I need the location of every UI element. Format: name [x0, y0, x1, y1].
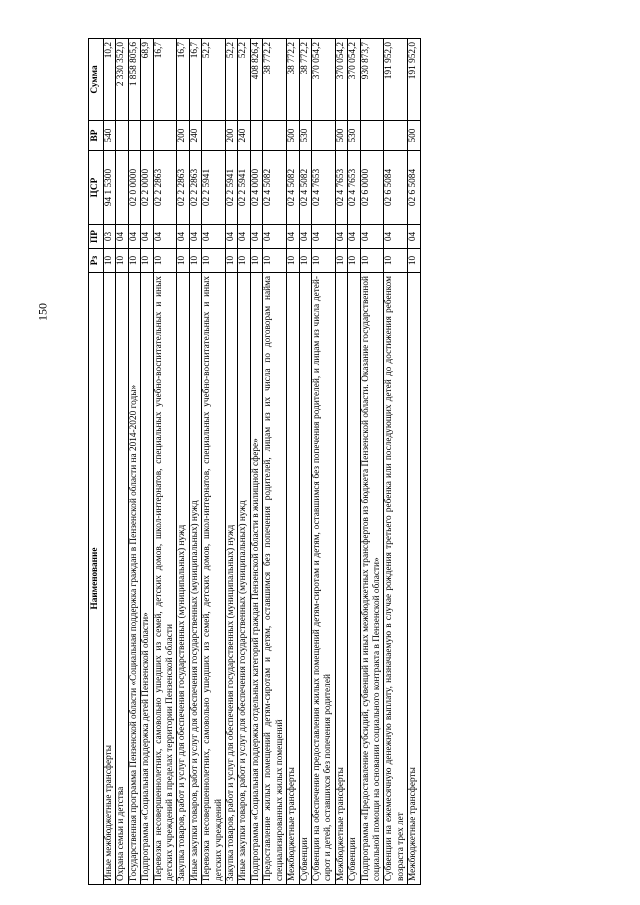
cell-pr: 04: [408, 225, 420, 249]
cell-pr: 04: [189, 225, 201, 249]
cell-csr: [116, 151, 128, 225]
cell-csr: 02 2 5941: [226, 151, 238, 225]
cell-pr: 04: [202, 225, 226, 249]
cell-rz: 10: [311, 249, 335, 273]
cell-sum: 52,2: [226, 39, 238, 121]
table-row: [238, 39, 250, 885]
cell-sum: 16,7: [153, 39, 177, 121]
cell-csr: 02 4 7653: [335, 151, 347, 225]
cell-pr: 04: [311, 225, 335, 249]
cell-sum: 191 952,0: [384, 39, 408, 121]
cell-rz: 10: [153, 249, 177, 273]
cell-rz: 10: [104, 249, 116, 273]
cell-rz: 10: [226, 249, 238, 273]
table-header-row: [89, 39, 104, 885]
table-row: [360, 39, 384, 885]
cell-vr: 240: [189, 121, 201, 151]
cell-pr: 04: [263, 225, 287, 249]
cell-sum: 370 054,2: [311, 39, 335, 121]
header-name: Наименование: [89, 273, 104, 885]
cell-rz: 10: [116, 249, 128, 273]
table-row: [177, 39, 189, 885]
cell-pr: 04: [226, 225, 238, 249]
cell-vr: 200: [177, 121, 189, 151]
cell-csr: 02 0 0000: [128, 151, 140, 225]
cell-vr: 500: [335, 121, 347, 151]
cell-pr: 04: [360, 225, 384, 249]
cell-csr: 02 2 5941: [238, 151, 250, 225]
cell-name: Субвенции на ежемесячную денежную выплату, назначаемую в случае рождения третьего ребенка или последующих детей до достижения ребенком возраста трех лет: [384, 273, 408, 885]
cell-vr: [128, 121, 140, 151]
cell-pr: 04: [348, 225, 360, 249]
cell-csr: 02 6 5084: [408, 151, 420, 225]
cell-name: Подпрограмма «Предоставление субсидий, субвенций и иных межбюджетных трансфертов из бюджета Пензенской области. Оказание государственной социальной помощи на основании социального контракта в Пензенской области»: [360, 273, 384, 885]
cell-name: Межбюджетные трансферты: [287, 273, 299, 885]
cell-vr: [153, 121, 177, 151]
cell-vr: 200: [226, 121, 238, 151]
table-row: [287, 39, 299, 885]
cell-csr: 02 4 0000: [250, 151, 262, 225]
cell-vr: 500: [287, 121, 299, 151]
cell-name: Государственная программа Пензенской области «Социальная поддержка граждан в Пензенской области на 2014-2020 годы»: [128, 273, 140, 885]
table-row: [153, 39, 177, 885]
table-row: [189, 39, 201, 885]
cell-rz: 10: [189, 249, 201, 273]
header-sum: Сумма: [89, 39, 104, 121]
cell-rz: 10: [141, 249, 153, 273]
cell-name: Субвенции на обеспечение предоставления жилых помещений детям-сиротам и детям, оставшимся без попечения родителей, и лицам из числа детей-сирот и детей, оставшихся без попечения родителей: [311, 273, 335, 885]
cell-vr: [263, 121, 287, 151]
cell-vr: 500: [408, 121, 420, 151]
rotated-table-container: [88, 39, 578, 885]
table-row: [128, 39, 140, 885]
cell-rz: 10: [202, 249, 226, 273]
cell-pr: 04: [153, 225, 177, 249]
cell-vr: 540: [104, 121, 116, 151]
table-row: [250, 39, 262, 885]
cell-pr: 04: [250, 225, 262, 249]
cell-pr: 04: [299, 225, 311, 249]
cell-name: Подпрограмма «Социальная поддержка детей Пензенской области»: [141, 273, 153, 885]
cell-rz: 10: [128, 249, 140, 273]
cell-sum: 38 772,2: [287, 39, 299, 121]
table-row: [202, 39, 226, 885]
cell-vr: [311, 121, 335, 151]
cell-sum: 38 772,2: [299, 39, 311, 121]
cell-sum: 370 054,2: [335, 39, 347, 121]
cell-rz: 10: [177, 249, 189, 273]
cell-vr: [141, 121, 153, 151]
cell-vr: [360, 121, 384, 151]
cell-rz: 10: [348, 249, 360, 273]
cell-sum: 370 054,2: [348, 39, 360, 121]
cell-pr: 04: [128, 225, 140, 249]
table-row: [348, 39, 360, 885]
cell-sum: 930 873,7: [360, 39, 384, 121]
cell-csr: 02 2 2863: [153, 151, 177, 225]
table-row: [141, 39, 153, 885]
cell-name: Иные закупки товаров, работ и услуг для обеспечения государственных (муниципальных) нужд: [189, 273, 201, 885]
cell-pr: 04: [384, 225, 408, 249]
table-row: [335, 39, 347, 885]
cell-csr: 02 6 0000: [360, 151, 384, 225]
cell-rz: 10: [408, 249, 420, 273]
cell-sum: 191 952,0: [408, 39, 420, 121]
cell-rz: 10: [335, 249, 347, 273]
cell-csr: 02 2 0000: [141, 151, 153, 225]
cell-vr: [202, 121, 226, 151]
cell-rz: 10: [360, 249, 384, 273]
table-row: [104, 39, 116, 885]
cell-sum: 2 330 352,0: [116, 39, 128, 121]
cell-csr: 02 4 5082: [299, 151, 311, 225]
cell-sum: 52,2: [202, 39, 226, 121]
cell-name: Субвенции: [299, 273, 311, 885]
cell-csr: 02 2 5941: [202, 151, 226, 225]
cell-rz: 10: [287, 249, 299, 273]
cell-vr: [250, 121, 262, 151]
cell-rz: 10: [250, 249, 262, 273]
cell-name: Закупка товаров, работ и услуг для обеспечения государственных (муниципальных) нужд: [177, 273, 189, 885]
cell-sum: 16,7: [189, 39, 201, 121]
cell-name: Межбюджетные трансферты: [335, 273, 347, 885]
budget-table: [88, 38, 421, 885]
cell-vr: [384, 121, 408, 151]
page-number: 150: [35, 303, 49, 321]
table-row: [299, 39, 311, 885]
cell-name: Иные межбюджетные трансферты: [104, 273, 116, 885]
cell-csr: 94 1 5300: [104, 151, 116, 225]
cell-sum: 10,2: [104, 39, 116, 121]
cell-name: Охрана семьи и детства: [116, 273, 128, 885]
table-row: [226, 39, 238, 885]
header-pr: ПР: [89, 225, 104, 249]
cell-csr: 02 2 2863: [177, 151, 189, 225]
cell-sum: 52,2: [238, 39, 250, 121]
header-rz: Рз: [89, 249, 104, 273]
cell-csr: 02 4 5082: [287, 151, 299, 225]
cell-sum: 68,9: [141, 39, 153, 121]
cell-pr: 04: [141, 225, 153, 249]
cell-sum: 408 826,4: [250, 39, 262, 121]
table-body: [104, 39, 421, 885]
cell-name: Подпрограмма «Социальная поддержка отдельных категорий граждан Пензенской области в жилищной сфере»: [250, 273, 262, 885]
cell-csr: 02 2 2863: [189, 151, 201, 225]
cell-name: Перевозка несовершеннолетних, самовольно ушедших из семей, детских домов, школ-интернатов, специальных учебно-воспитательных и иных детских учреждений: [202, 273, 226, 885]
cell-pr: 03: [104, 225, 116, 249]
cell-sum: 1 858 805,6: [128, 39, 140, 121]
table-row: [408, 39, 420, 885]
table-row: [116, 39, 128, 885]
cell-rz: 10: [238, 249, 250, 273]
cell-rz: 10: [384, 249, 408, 273]
cell-pr: 04: [287, 225, 299, 249]
cell-rz: 10: [263, 249, 287, 273]
cell-name: Субвенции: [348, 273, 360, 885]
cell-name: Перевозка несовершеннолетних, самовольно ушедших из семей, детских домов, школ-интернатов, специальных учебно-воспитательных и иных детских учреждений в пределах территории Пензенской области: [153, 273, 177, 885]
cell-sum: 16,7: [177, 39, 189, 121]
cell-pr: 04: [177, 225, 189, 249]
table-row: [384, 39, 408, 885]
cell-name: Закупка товаров, работ и услуг для обеспечения государственных (муниципальных) нужд: [226, 273, 238, 885]
header-vr: ВР: [89, 121, 104, 151]
cell-pr: 04: [335, 225, 347, 249]
cell-sum: 38 772,2: [263, 39, 287, 121]
header-csr: ЦСР: [89, 151, 104, 225]
table-row: [263, 39, 287, 885]
table-row: [311, 39, 335, 885]
cell-csr: 02 4 7653: [348, 151, 360, 225]
cell-vr: 240: [238, 121, 250, 151]
cell-csr: 02 4 7653: [311, 151, 335, 225]
cell-rz: 10: [299, 249, 311, 273]
cell-csr: 02 4 5082: [263, 151, 287, 225]
cell-vr: [116, 121, 128, 151]
cell-name: Предоставление жилых помещений детям-сиротам и детям, оставшимся без попечения родителей, лицам из их числа по договорам найма специализированных жилых помещений: [263, 273, 287, 885]
cell-pr: 04: [116, 225, 128, 249]
cell-name: Межбюджетные трансферты: [408, 273, 420, 885]
cell-name: Иные закупки товаров, работ и услуг для обеспечения государственных (муниципальных) нужд: [238, 273, 250, 885]
cell-vr: 530: [299, 121, 311, 151]
cell-pr: 04: [238, 225, 250, 249]
cell-vr: 530: [348, 121, 360, 151]
cell-csr: 02 6 5084: [384, 151, 408, 225]
